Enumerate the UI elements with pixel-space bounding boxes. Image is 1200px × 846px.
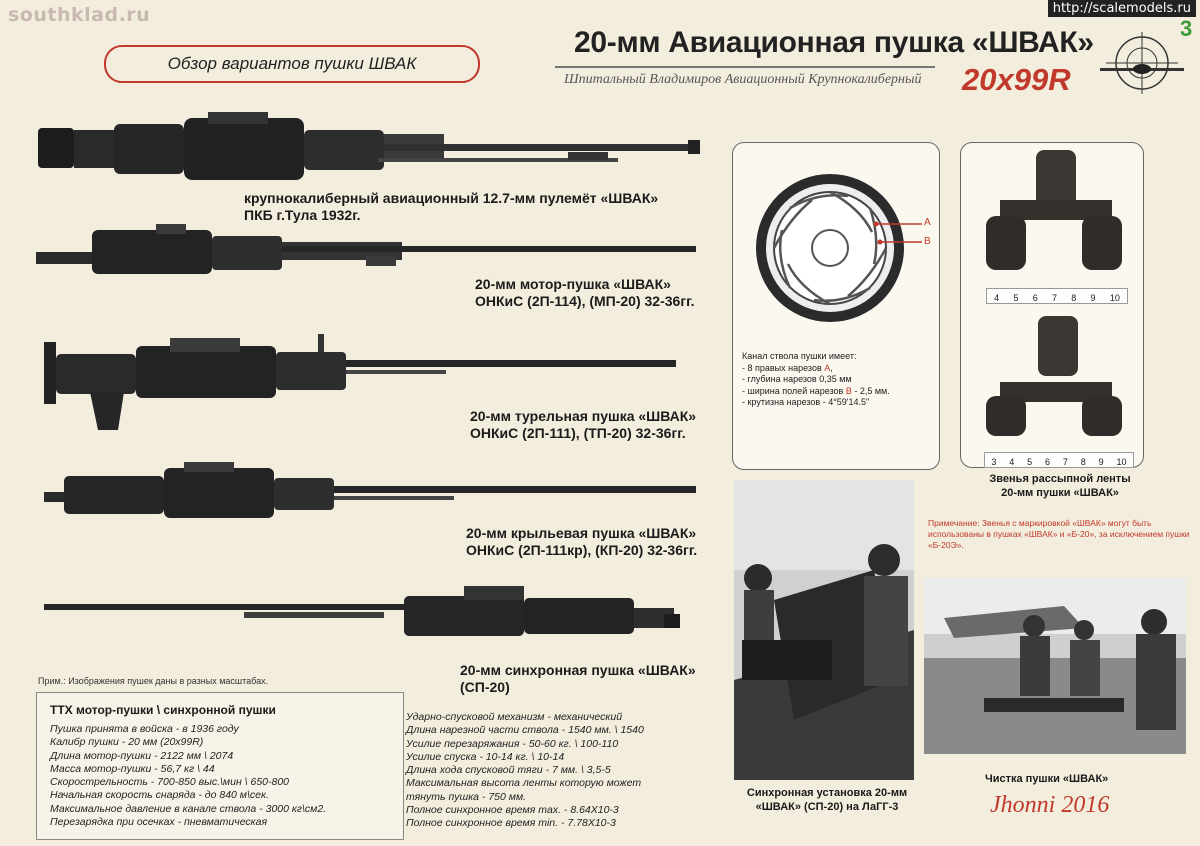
bore-line: - крутизна нарезов - 4°59'14.5" xyxy=(742,397,870,407)
author-signature: Jhonni 2016 xyxy=(990,792,1110,818)
gun-caption-4-line1: 20-мм крыльевая пушка «ШВАК» xyxy=(466,525,697,541)
title-divider xyxy=(555,66,935,68)
specs-column-2 xyxy=(406,711,644,831)
specs-title: ТТХ мотор-пушки \ синхронной пушки xyxy=(50,703,276,717)
spec-line: Длина нарезной части ствола - 1540 мм. \ 1540 xyxy=(406,724,644,737)
bore-label-b: B xyxy=(924,236,931,247)
gun-caption-5 xyxy=(460,662,696,696)
spec-line: Перезарядка при осечках - пневматическая xyxy=(50,816,268,829)
overview-label: Обзор вариантов пушки ШВАК xyxy=(104,45,480,83)
specs-column-1 xyxy=(50,723,326,829)
gun-illustration-synchronized-cannon xyxy=(44,584,684,644)
photo-synchronized-installation xyxy=(734,480,914,780)
spec-line: Полное синхронное время max. - 8.64X10-3 xyxy=(406,804,619,817)
gun-caption-4-line2: ОНКиС (2П-111кр), (КП-20) 32-36гг. xyxy=(466,542,698,558)
spec-line: Длина мотор-пушки - 2122 мм \ 2074 xyxy=(50,749,234,762)
spec-line: Усилие перезаряжания - 50-60 кг. \ 100-110 xyxy=(406,737,619,750)
spec-line: тянуть пушка - 750 мм. xyxy=(406,790,527,803)
belt-caption xyxy=(960,472,1160,500)
gun-illustration-wing-cannon xyxy=(44,462,700,524)
bore-line: - 8 правых нарезов А, xyxy=(742,362,833,373)
photo-cleaning-cannon xyxy=(924,578,1186,754)
gun-caption-1-line2: ПКБ г.Тула 1932г. xyxy=(244,207,361,223)
bore-line: - глубина нарезов 0,35 мм xyxy=(742,374,852,384)
spec-line: Полное синхронное время min. - 7.78X10-3 xyxy=(406,817,616,830)
spec-line: Калибр пушки - 20 мм (20x99R) xyxy=(50,736,204,749)
gun-caption-1-line1: крупнокалиберный авиационный 12.7-мм пулемёт «ШВАК» xyxy=(244,190,659,206)
gun-caption-2-line1: 20-мм мотор-пушка «ШВАК» xyxy=(475,276,671,292)
gun-caption-2 xyxy=(475,276,694,310)
photo-caption-synchronized: Синхронная установка 20-мм «ШВАК» (СП-20) на ЛаГГ-3 xyxy=(746,787,908,813)
gun-caption-4 xyxy=(466,525,697,559)
gun-illustration-shkas-12-7 xyxy=(38,110,703,190)
ruler-bottom: 3 4 5 6 7 8 9 10 xyxy=(984,452,1134,468)
spec-line: Масса мотор-пушки - 56,7 кг \ 44 xyxy=(50,762,215,775)
bore-specs xyxy=(742,351,890,409)
gun-caption-3-line1: 20-мм турельная пушка «ШВАК» xyxy=(470,408,697,424)
belt-link-photo-bottom xyxy=(986,312,1126,442)
footnote: Примечание: Звенья с маркировкой «ШВАК» могут быть использованы в пушках «ШВАК» и «Б-20», за исключением пушки «Б-20Э». xyxy=(928,518,1190,550)
bore-line: - ширина полей нарезов В - 2,5 мм. xyxy=(742,385,890,396)
spec-line: Начальная скорость снаряда - до 840 м\сек. xyxy=(50,789,269,802)
bore-label-a: A xyxy=(924,217,931,228)
watermark-left: southklad.ru xyxy=(8,4,151,26)
caliber-label: 20x99R xyxy=(962,62,1071,97)
barrel-bore-diagram xyxy=(752,168,942,338)
scale-note: Прим.: Изображения пушек даны в разных масштабах. xyxy=(38,676,269,686)
gun-caption-3-line2: ОНКиС (2П-111), (ТП-20) 32-36гг. xyxy=(470,425,686,441)
spec-line: Максимальная высота ленты которую может xyxy=(406,777,642,790)
gun-illustration-motor-cannon xyxy=(36,220,700,280)
belt-caption-line2: 20-мм пушки «ШВАК» xyxy=(1001,487,1119,499)
spec-line: Максимальное давление в канале ствола - 3000 кг\см2. xyxy=(50,802,327,815)
gun-caption-1 xyxy=(244,190,658,224)
ruler-top: 4 5 6 7 8 9 10 xyxy=(986,288,1128,304)
bore-heading: Канал ствола пушки имеет: xyxy=(742,351,857,361)
page-subtitle: Шпитальный Владимиров Авиационный Крупнокалиберный xyxy=(564,72,922,87)
gun-caption-5-line1: 20-мм синхронная пушка «ШВАК» xyxy=(460,662,696,678)
spec-line: Усилие спуска - 10-14 кг. \ 10-14 xyxy=(406,750,565,763)
gun-caption-3 xyxy=(470,408,696,442)
crosshair-plane-icon xyxy=(1092,28,1192,98)
gun-caption-2-line2: ОНКиС (2П-114), (МП-20) 32-36гг. xyxy=(475,293,695,309)
page-title: 20-мм Авиационная пушка «ШВАК» xyxy=(574,26,1094,59)
belt-caption-line1: Звенья рассыпной ленты xyxy=(989,473,1131,485)
belt-link-photo-top xyxy=(986,150,1126,280)
spec-line: Скорострельность - 700-850 выс.\мин \ 650-800 xyxy=(50,776,290,789)
watermark-right[interactable]: http://scalemodels.ru xyxy=(1048,0,1196,17)
spec-line: Пушка принята в войска - в 1936 году xyxy=(50,723,239,735)
gun-caption-5-line2: (СП-20) xyxy=(460,679,510,695)
spec-line: Длина хода спусковой тяги - 7 мм. \ 3,5-5 xyxy=(406,764,611,777)
photo-caption-cleaning: Чистка пушки «ШВАК» xyxy=(985,773,1109,785)
spec-line: Ударно-спусковой механизм - механический xyxy=(406,711,623,723)
page-number: 3 xyxy=(1180,16,1193,41)
